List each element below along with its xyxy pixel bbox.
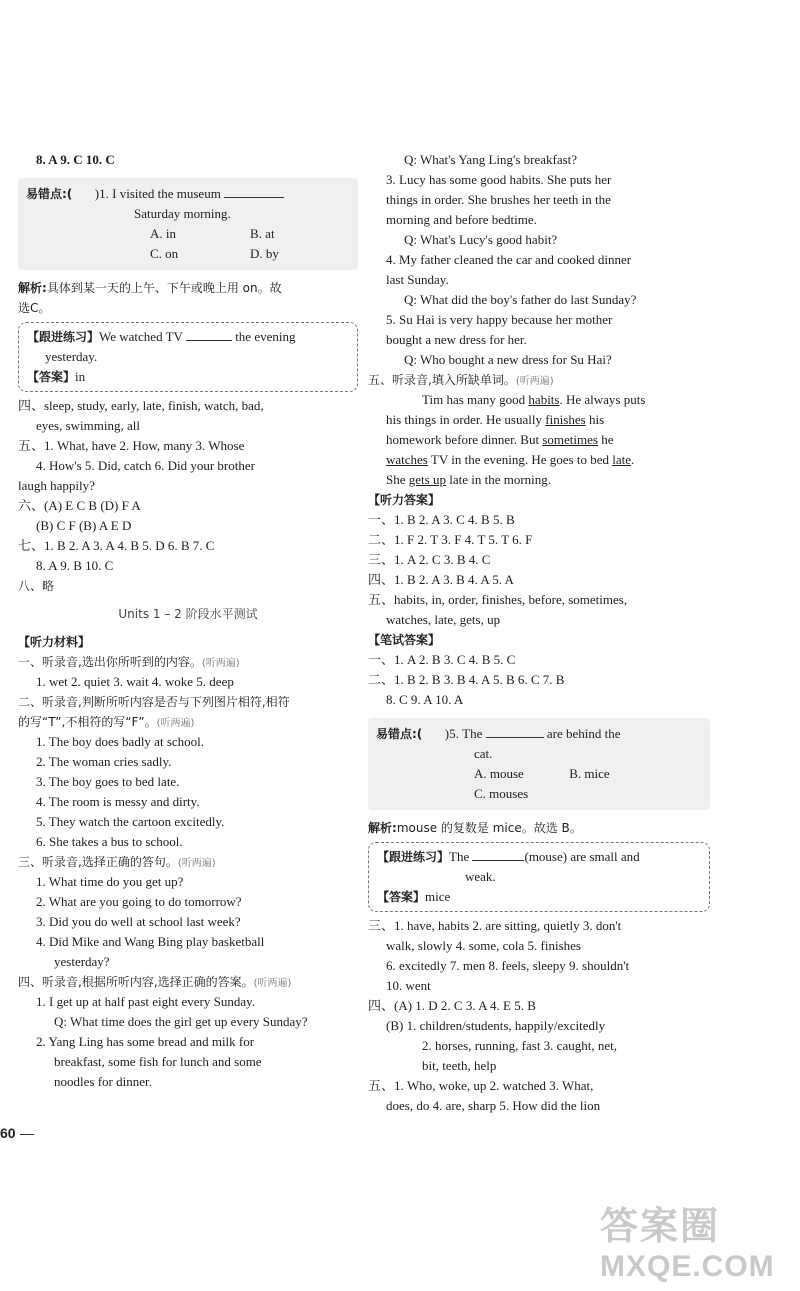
part-5-title: 五、听录音,填入所缺单词。 <box>368 373 516 387</box>
question-line: Q: What's Lucy's good habit? <box>404 232 558 247</box>
item-line: bought a new dress for her. <box>386 332 527 347</box>
follow-up-question-cont: weak. <box>465 869 496 884</box>
listening-answer-line: watches, late, gets, up <box>386 612 501 627</box>
question-line: Q: What's Yang Ling's breakfast? <box>404 152 578 167</box>
error-question-cont: Saturday morning. <box>134 206 231 221</box>
follow-up-label: 【跟进练习】 <box>377 850 450 864</box>
error-point-box <box>18 178 358 270</box>
part-4-item-cont: noodles for dinner. <box>54 1074 152 1089</box>
passage-line: Tim has many good habits. He always puts <box>422 392 646 407</box>
section-4-line: 四、(A) 1. D 2. C 3. A 4. E 5. B <box>368 998 536 1013</box>
part-5-hint: (听两遍) <box>515 376 554 387</box>
part-1-title: 一、听录音,选出你所听到的内容。 <box>18 655 202 669</box>
answer-line: 8. A 9. C 10. C <box>36 152 115 167</box>
part-1-hint: (听两遍) <box>201 658 240 669</box>
answer-blank <box>486 725 544 738</box>
section-5-line: does, do 4. are, sharp 5. How did the lion <box>386 1098 601 1113</box>
written-answer-line: 二、1. B 2. B 3. B 4. A 5. B 6. C 7. B <box>368 672 565 687</box>
part-3-item: 1. What time do you get up? <box>36 874 184 889</box>
error-point-box <box>368 718 710 810</box>
part-1-items: 1. wet 2. quiet 3. wait 4. woke 5. deep <box>36 674 234 689</box>
part-2-title: 二、听录音,判断所听内容是否与下列图片相符,相符 <box>18 695 290 709</box>
options-row <box>26 224 350 244</box>
answer-blank <box>224 185 284 198</box>
error-point-label: 易错点:( <box>376 727 423 741</box>
written-answer-line: 一、1. A 2. B 3. C 4. B 5. C <box>368 652 516 667</box>
option-a: A. in <box>150 226 176 241</box>
error-question-cont: are behind the <box>546 726 621 741</box>
follow-up-question-cont: the evening <box>235 329 296 344</box>
right-column <box>368 150 710 1116</box>
part-4-item: 2. Yang Ling has some bread and milk for <box>36 1034 255 1049</box>
option-c: C. mouses <box>474 786 529 801</box>
analysis-label: 解析: <box>368 821 397 835</box>
section-4-line: bit, teeth, help <box>422 1058 497 1073</box>
options-row <box>26 244 350 264</box>
section-3-line: walk, slowly 4. some, cola 5. finishes <box>386 938 581 953</box>
option-d: D. by <box>250 246 279 261</box>
item-line: 3. Lucy has some good habits. She puts her <box>386 172 612 187</box>
part-2-title-cont: 的写“T”,不相符的写“F”。 <box>18 715 157 729</box>
answer-blank <box>472 848 524 861</box>
page-number: 60 <box>0 1125 34 1141</box>
listening-answer-line: 四、1. B 2. A 3. B 4. A 5. A <box>368 572 514 587</box>
answer-value: in <box>75 369 86 384</box>
part-4-question: Q: What time does the girl get up every Sunday? <box>54 1014 308 1029</box>
option-c: C. on <box>150 246 179 261</box>
analysis-text: 选C。 <box>18 301 51 315</box>
section-4-line: 2. horses, running, fast 3. caught, net, <box>422 1038 617 1053</box>
written-answers-title: 【笔试答案】 <box>368 633 441 647</box>
part-2-item: 1. The boy does badly at school. <box>36 734 205 749</box>
follow-up-question: We watched TV <box>99 329 183 344</box>
section-8-line: 八、略 <box>18 579 55 593</box>
section-7-line: 8. A 9. B 10. C <box>36 558 114 573</box>
watermark-logo-text: 答案圈 <box>600 1206 721 1248</box>
listening-answers-title: 【听力答案】 <box>368 493 441 507</box>
question-line: Q: What did the boy's father do last Sunday? <box>404 292 637 307</box>
section-3-line: 6. excitedly 7. men 8. feels, sleepy 9. shouldn't <box>386 958 630 973</box>
analysis-text: mouse 的复数是 mice。故选 B。 <box>396 821 582 835</box>
part-2-item: 3. The boy goes to bed late. <box>36 774 180 789</box>
listening-answer-line: 一、1. B 2. A 3. C 4. B 5. B <box>368 512 515 527</box>
written-answer-line: 8. C 9. A 10. A <box>386 692 464 707</box>
part-2-item: 6. She takes a bus to school. <box>36 834 183 849</box>
section-6-line: 六、(A) E C B (D) F A <box>18 498 141 513</box>
analysis-label: 解析: <box>18 281 47 295</box>
answer-label: 【答案】 <box>27 370 76 384</box>
item-line: things in order. She brushes her teeth in the <box>386 192 611 207</box>
option-b: B. mice <box>569 766 610 781</box>
item-line: 4. My father cleaned the car and cooked dinner <box>386 252 632 267</box>
item-line: morning and before bedtime. <box>386 212 537 227</box>
part-2-hint: (听两遍) <box>156 718 195 729</box>
option-b: B. at <box>250 226 275 241</box>
follow-up-question-cont: yesterday. <box>45 349 98 364</box>
follow-up-question: The <box>449 849 470 864</box>
part-3-item-cont: yesterday? <box>54 954 110 969</box>
watermark <box>600 1195 790 1285</box>
error-question-cont: cat. <box>474 746 493 761</box>
item-line: last Sunday. <box>386 272 449 287</box>
follow-up-label: 【跟进练习】 <box>27 330 100 344</box>
part-3-title: 三、听录音,选择正确的答句。 <box>18 855 178 869</box>
listening-answer-line: 五、habits, in, order, finishes, before, sometimes, <box>368 592 628 607</box>
part-4-item: 1. I get up at half past eight every Sunday. <box>36 994 256 1009</box>
section-5-line: 五、1. Who, woke, up 2. watched 3. What, <box>368 1078 594 1093</box>
section-3-line: 10. went <box>386 978 431 993</box>
part-2-item: 4. The room is messy and dirty. <box>36 794 200 809</box>
part-2-item: 5. They watch the cartoon excitedly. <box>36 814 225 829</box>
option-a: A. mouse <box>474 766 524 781</box>
section-5-line: 4. How's 5. Did, catch 6. Did your brother <box>36 458 255 473</box>
answer-label: 【答案】 <box>377 890 426 904</box>
watermark-url: MXQE.COM <box>600 1250 775 1283</box>
error-question: )5. The <box>444 726 483 741</box>
listening-material-title: 【听力材料】 <box>18 635 91 649</box>
follow-up-box <box>368 842 710 912</box>
item-line: 5. Su Hai is very happy because her mother <box>386 312 613 327</box>
unit-test-title: Units 1 – 2 阶段水平测试 <box>118 607 258 621</box>
part-3-item: 3. Did you do well at school last week? <box>36 914 241 929</box>
section-4-line: eyes, swimming, all <box>36 418 140 433</box>
follow-up-box <box>18 322 358 392</box>
part-4-item-cont: breakfast, some fish for lunch and some <box>54 1054 262 1069</box>
section-4-line: (B) 1. children/students, happily/excitedly <box>386 1018 606 1033</box>
options-row <box>376 764 702 784</box>
section-5-line: laugh happily? <box>18 478 95 493</box>
answer-value: mice <box>425 889 451 904</box>
question-line: Q: Who bought a new dress for Su Hai? <box>404 352 612 367</box>
section-7-line: 七、1. B 2. A 3. A 4. B 5. D 6. B 7. C <box>18 538 215 553</box>
section-3-line: 三、1. have, habits 2. are sitting, quietly 3. don't <box>368 918 622 933</box>
listening-answer-line: 三、1. A 2. C 3. B 4. C <box>368 552 491 567</box>
error-question: )1. I visited the museum <box>94 186 221 201</box>
answer-blank <box>186 328 232 341</box>
passage-line: homework before dinner. But sometimes he <box>386 432 614 447</box>
passage-line: his things in order. He usually finishes his <box>386 412 605 427</box>
part-3-item: 2. What are you going to do tomorrow? <box>36 894 242 909</box>
section-4-line: 四、sleep, study, early, late, finish, watch, bad, <box>18 398 264 413</box>
part-4-hint: (听两遍) <box>253 978 292 989</box>
error-point-label: 易错点:( <box>26 187 73 201</box>
part-2-item: 2. The woman cries sadly. <box>36 754 172 769</box>
left-column <box>18 150 358 1092</box>
section-5-line: 五、1. What, have 2. How, many 3. Whose <box>18 438 245 453</box>
passage-line: watches TV in the evening. He goes to bed late. <box>386 452 635 467</box>
listening-answer-line: 二、1. F 2. T 3. F 4. T 5. T 6. F <box>368 532 533 547</box>
part-4-title: 四、听录音,根据所听内容,选择正确的答案。 <box>18 975 254 989</box>
passage-line: She gets up late in the morning. <box>386 472 552 487</box>
analysis-text: 具体到某一天的上午、下午或晚上用 on。故 <box>46 281 282 295</box>
follow-up-question-cont: (mouse) are small and <box>524 849 640 864</box>
part-3-item: 4. Did Mike and Wang Bing play basketball <box>36 934 265 949</box>
section-6-line: (B) C F (B) A E D <box>36 518 132 533</box>
part-3-hint: (听两遍) <box>177 858 216 869</box>
